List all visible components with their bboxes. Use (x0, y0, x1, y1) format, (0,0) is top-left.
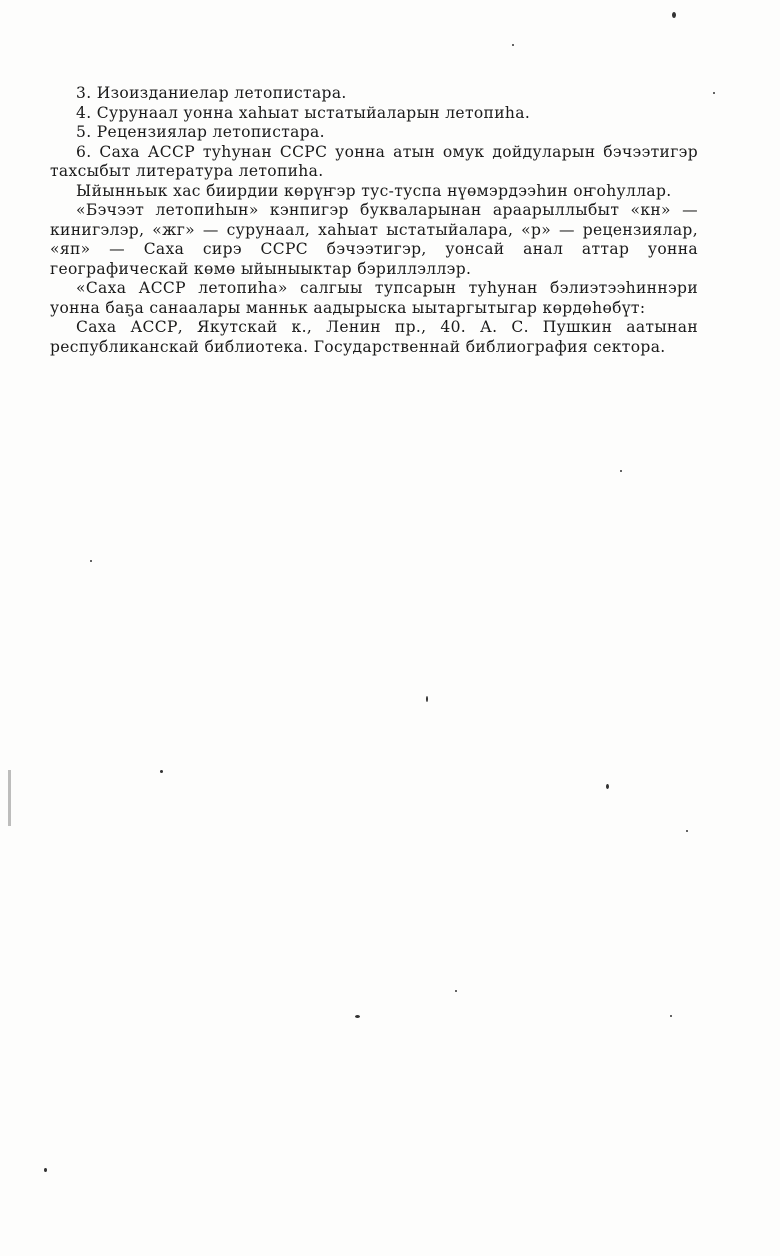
paragraph-numbering: Ыйынньык хас биирдии көрүҥэр тус-туспа нүөмэрдээһин оҥоһуллар. (76, 181, 672, 200)
document-text (50, 84, 698, 357)
scan-speck (160, 770, 163, 773)
scan-speck (512, 44, 514, 46)
margin-mark (8, 770, 11, 826)
list-item-3: 3. Изоизданиелар летопистара. (76, 84, 347, 102)
scan-speck (455, 990, 457, 992)
paragraph-request: «Саха АССР летопиһа» салгыы тупсарын туһунан бэлиэтээһиннэри уонна баҕа санаалары манньк аадырыска ыытаргытыгар көрдөһөбүт: (50, 279, 698, 317)
scan-speck (670, 1015, 672, 1017)
scan-speck (672, 12, 676, 18)
scan-speck (90, 560, 92, 562)
paragraph-abbreviations: «Бэчээт летопиһын» кэнпигэр букваларынан араарыллыбыт «кн» — кинигэлэр, «жг» — сурунаал, хаһыат ыстатыйалара, «р» — рецензиялар, «яп» — Саха сирэ ССРС бэчээтигэр, уонсай анал аттар уонна географическай көмө ыйыныыктар бэриллэллэр. (50, 201, 698, 278)
scan-speck (713, 92, 715, 94)
scan-speck (620, 470, 622, 472)
scan-speck (426, 696, 428, 702)
list-item-4: 4. Сурунаал уонна хаһыат ыстатыйаларын летопиһа. (76, 103, 531, 122)
scan-speck (686, 830, 688, 832)
scan-speck (355, 1015, 360, 1018)
list-item-5: 5. Рецензиялар летопистара. (76, 123, 325, 141)
scan-speck (44, 1168, 47, 1172)
scan-speck (606, 784, 609, 789)
paragraph-address: Саха АССР, Якутскай к., Ленин пр., 40. А. С. Пушкин аатынан республиканскай библиотека. Государственнай библиография сектора. (50, 318, 698, 356)
list-item-6: 6. Саха АССР туһунан ССРС уонна атын омук дойдуларын бэчээтигэр тахсыбыт литература летопиһа. (50, 142, 698, 180)
